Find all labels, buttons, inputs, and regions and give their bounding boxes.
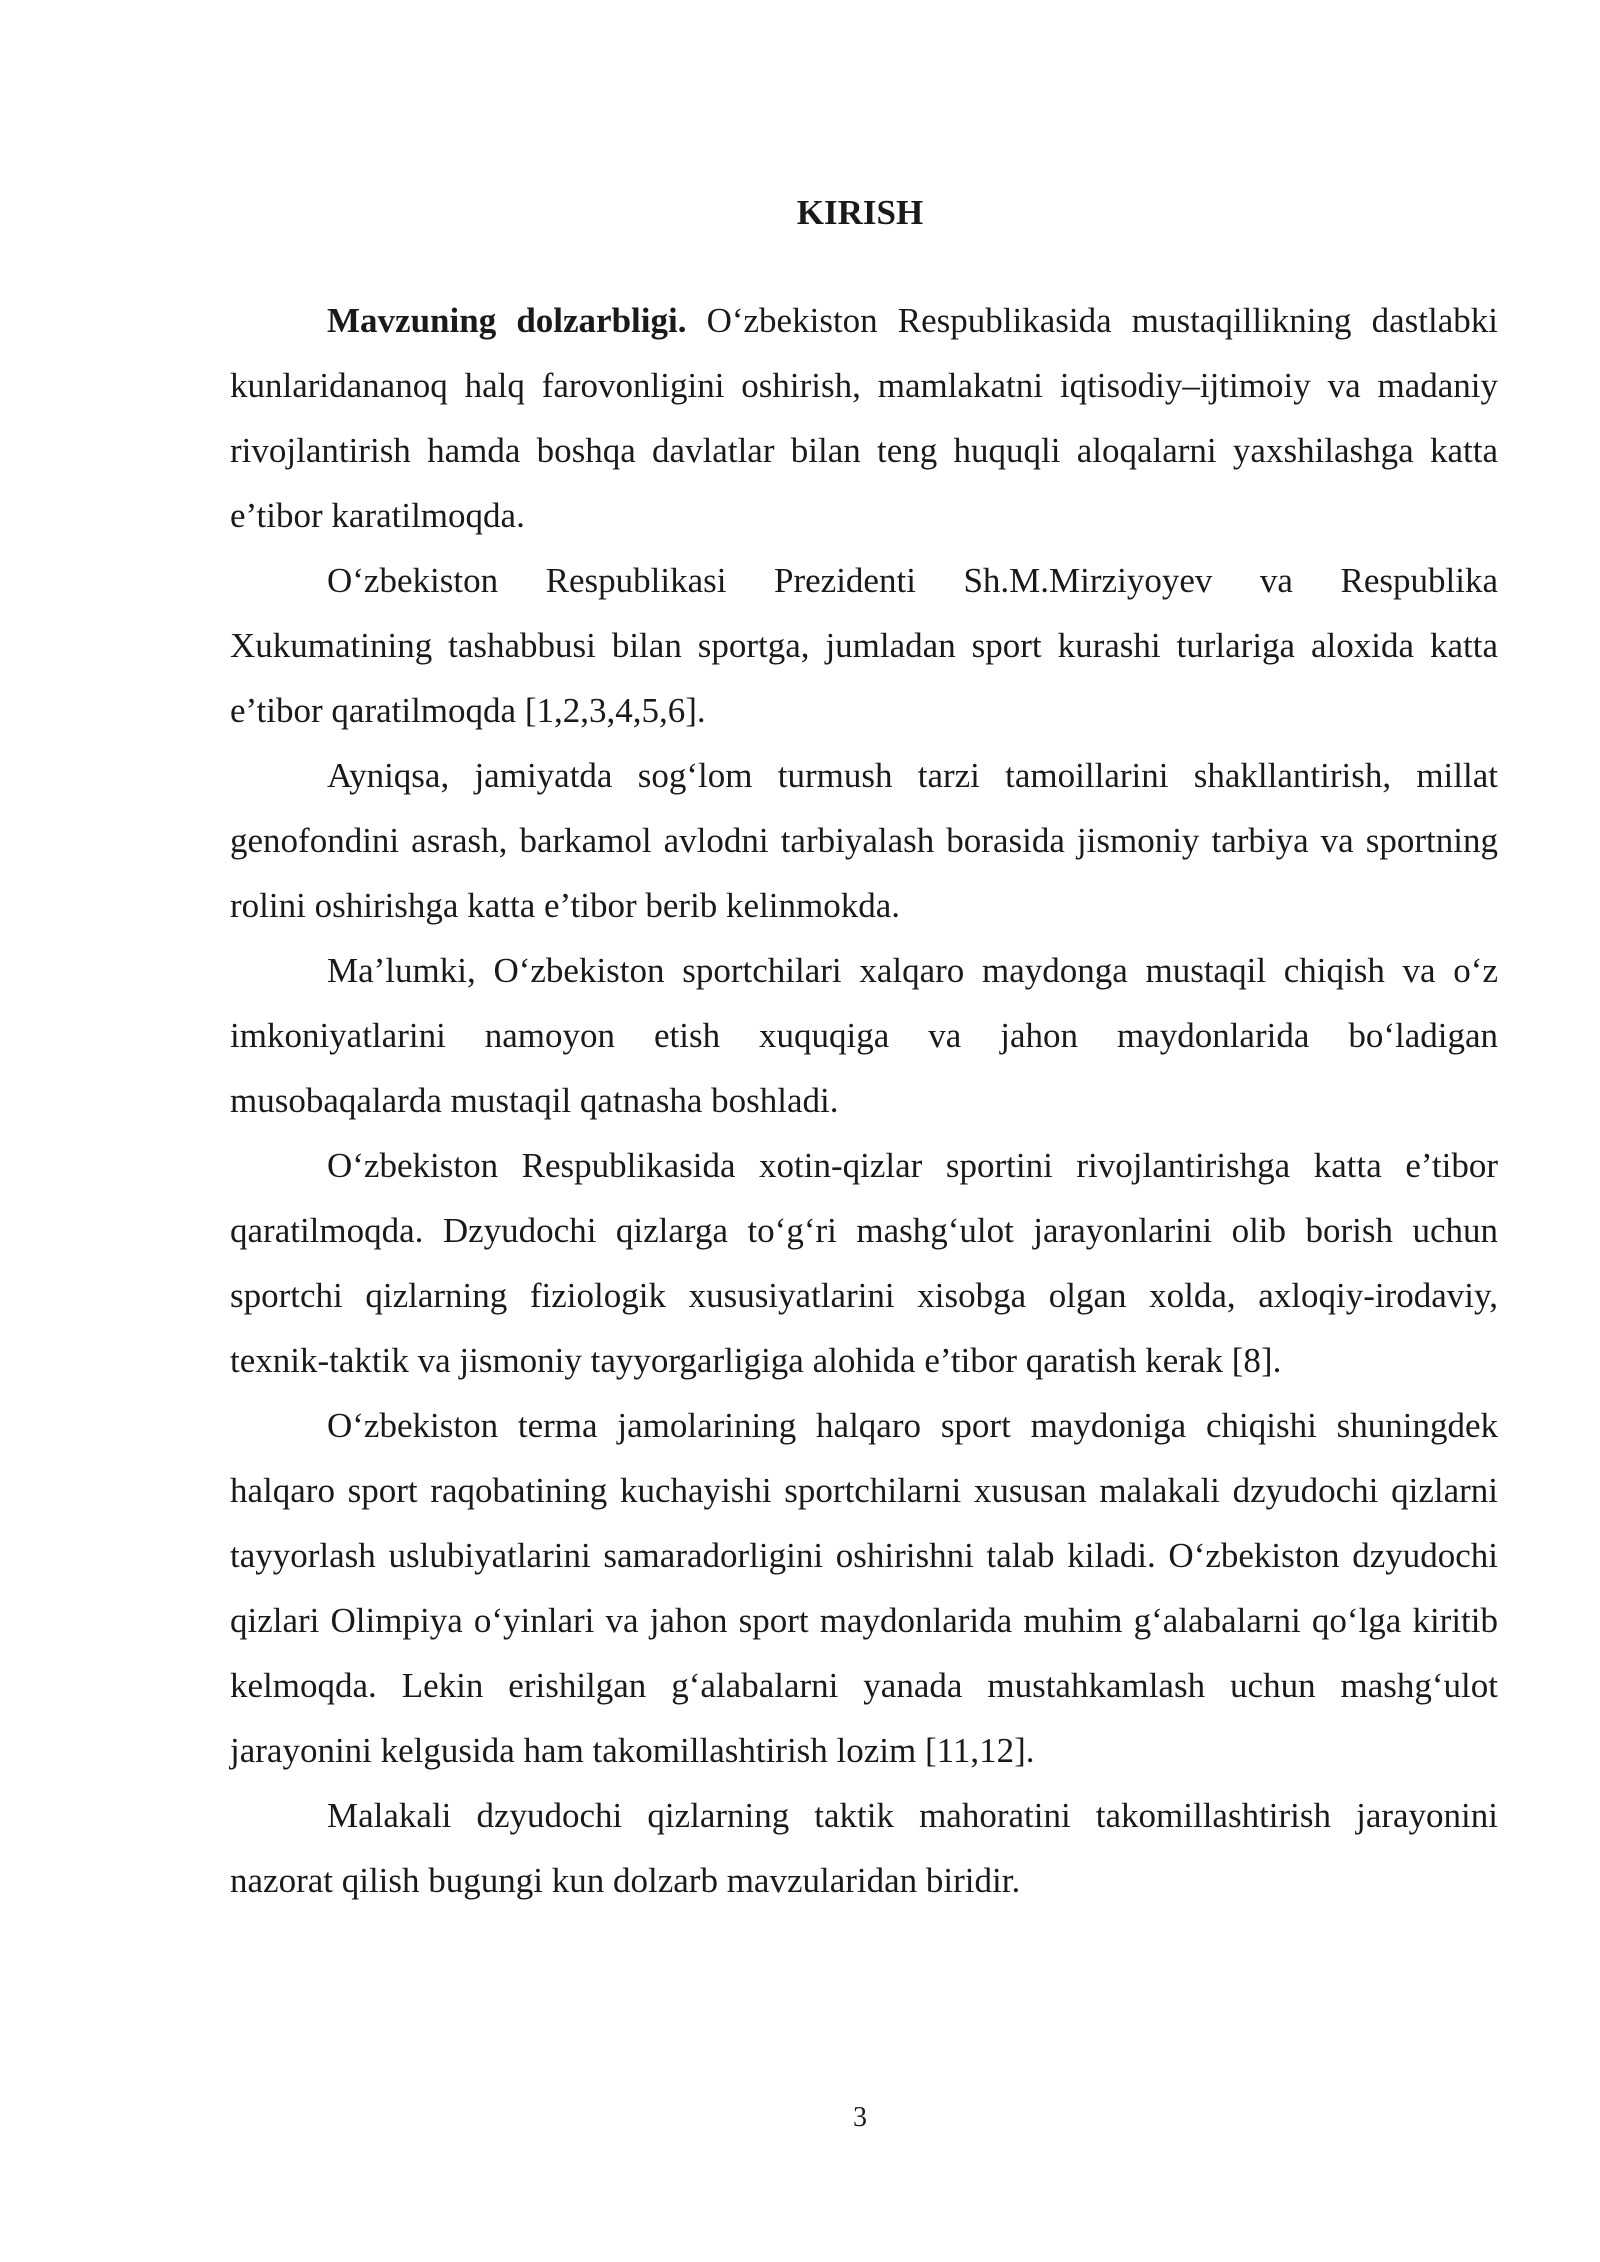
body-text xyxy=(230,288,1498,1913)
paragraph-relevance xyxy=(230,288,1498,548)
paragraph: Malakali dzyudochi qizlarning taktik mahoratini takomillashtirish jarayonini nazorat qilish bugungi kun dolzarb mavzularidan biridir. xyxy=(230,1796,1498,1900)
paragraph-lead: Mavzuning dolzarbligi. xyxy=(327,301,687,340)
section-heading: KIRISH xyxy=(796,193,924,232)
paragraph: O‘zbekiston terma jamolarining halqaro sport maydoniga chiqishi shuningdek halqaro sport raqobatining kuchayishi sportchilarni xususan malakali dzyudochi qizlarni tayyorlash uslubiyatlarini samaradorligini oshirishni talab kiladi. O‘zbekiston dzyudochi qizlari Olimpiya o‘yinlari va jahon sport maydonlarida muhim g‘alabalarni qo‘lga kiritib kelmoqda. Lekin erishilgan g‘alabalarni yanada mustahkamlash uchun mashg‘ulot jarayonini kelgusida ham takomillashtirish lozim [11,12]. xyxy=(230,1406,1498,1770)
paragraph: Ayniqsa, jamiyatda sog‘lom turmush tarzi tamoillarini shakllantirish, millat genofondini asrash, barkamol avlodni tarbiyalash borasida jismoniy tarbiya va sportning rolini oshirishga katta e’tibor berib kelinmokda. xyxy=(230,756,1498,925)
paragraph: O‘zbekiston Respublikasi Prezidenti Sh.M.Mirziyoyev va Respublika Xukumatining tashabbusi bilan sportga, jumladan sport kurashi turlariga aloxida katta e’tibor qaratilmoqda [1,2,3,4,5,6]. xyxy=(230,561,1498,730)
paragraph-text: O‘zbekiston Respublikasida mustaqillikning dastlabki kunlaridananoq halq farovonligini oshirish, mamlakatni iqtisodiy–ijtimoiy va madaniy rivojlantirish hamda boshqa davlatlar bilan teng huquqli aloqalarni yaxshilashga katta e’tibor karatilmoqda. xyxy=(230,301,1498,535)
page-number: 3 xyxy=(853,2102,867,2133)
paragraph: O‘zbekiston Respublikasida xotin-qizlar sportini rivojlantirishga katta e’tibor qaratilmoqda. Dzyudochi qizlarga to‘g‘ri mashg‘ulot jarayonlarini olib borish uchun sportchi qizlarning fiziologik xususiyatlarini xisobga olgan xolda, axloqiy-irodaviy, texnik-taktik va jismoniy tayyorgarligiga alohida e’tibor qaratish kerak [8]. xyxy=(230,1146,1498,1380)
paragraph: Ma’lumki, O‘zbekiston sportchilari xalqaro maydonga mustaqil chiqish va o‘z imkoniyatlarini namoyon etish xuquqiga va jahon maydonlarida bo‘ladigan musobaqalarda mustaqil qatnasha boshladi. xyxy=(230,951,1498,1120)
